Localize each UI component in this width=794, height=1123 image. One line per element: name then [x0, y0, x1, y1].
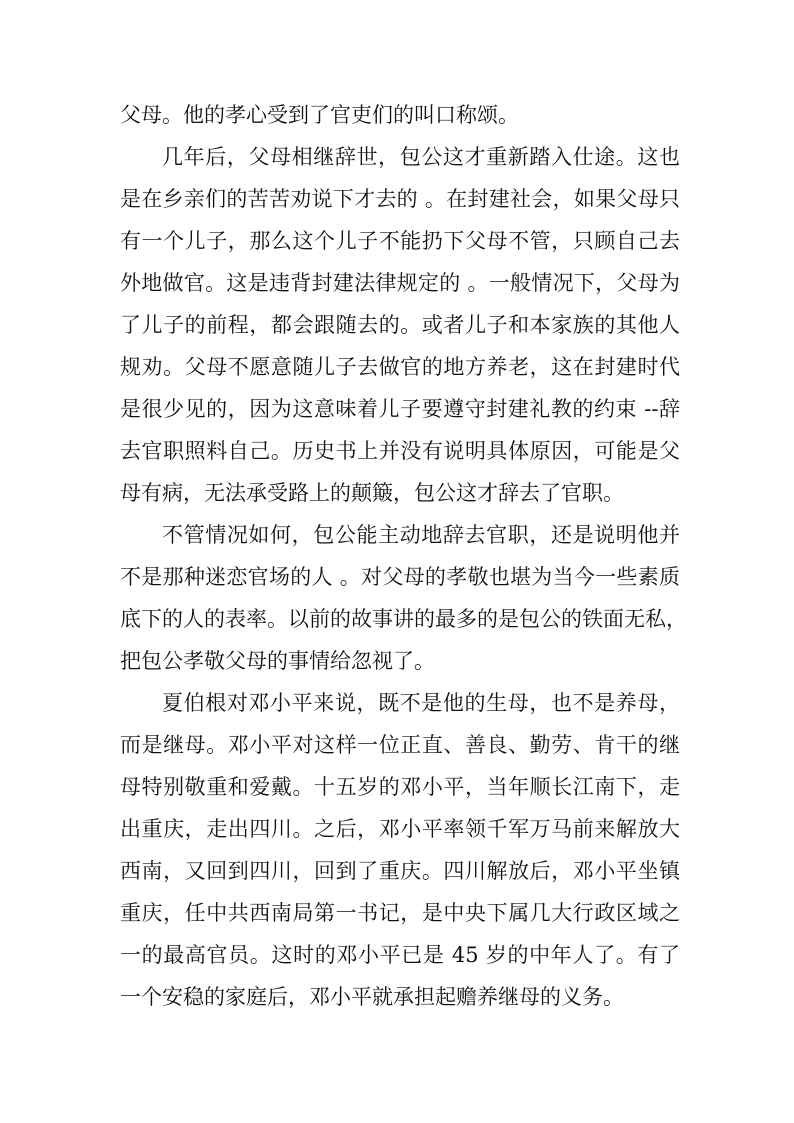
text-line: 母特别敬重和爱戴。十五岁的邓小平，当年顺长江南下，走: [120, 775, 680, 799]
text-line: 而是继母。邓小平对这样一位正直、善良、勤劳、肯干的继: [120, 733, 680, 757]
text-line: 几年后，父母相继辞世，包公这才重新踏入仕途。这也: [162, 145, 680, 169]
text-line: 规劝。父母不愿意随儿子去做官的地方养老，这在封建时代: [120, 355, 680, 379]
text-line: 是很少见的，因为这意味着儿子要遵守封建礼教的约束 --辞: [120, 397, 680, 421]
paragraph: [120, 94, 680, 136]
text-line: 去官职照料自己。历史书上并没有说明具体原因，可能是父: [120, 439, 680, 463]
text-line: 不是那种迷恋官场的人 。对父母的孝敬也堪为当今一些素质: [120, 565, 680, 589]
text-line: 有一个儿子，那么这个儿子不能扔下父母不管，只顾自己去: [120, 229, 680, 253]
text-line: 一的最高官员。这时的邓小平已是 45 岁的中年人了。有了: [120, 943, 680, 967]
text-line: 底下的人的表率。以前的故事讲的最多的是包公的铁面无私，: [120, 607, 687, 631]
text-line: 母有病，无法承受路上的颠簸，包公这才辞去了官职。: [120, 481, 624, 505]
text-line: 把包公孝敬父母的事情给忽视了。: [120, 649, 435, 673]
text-line: 一个安稳的家庭后，邓小平就承担起赡养继母的义务。: [120, 985, 624, 1009]
text-line: 外地做官。这是违背封建法律规定的 。一般情况下，父母为: [120, 271, 680, 295]
body-text: [120, 94, 687, 1018]
text-line: 出重庆，走出四川。之后，邓小平率领千军万马前来解放大: [120, 817, 680, 841]
text-line: 不管情况如何，包公能主动地辞去官职，还是说明他并: [162, 523, 680, 547]
text-line: 了儿子的前程，都会跟随去的。或者儿子和本家族的其他人: [120, 313, 680, 337]
text-line: 西南，又回到四川，回到了重庆。四川解放后，邓小平坐镇: [120, 859, 680, 883]
text-line: 是在乡亲们的苦苦劝说下才去的 。在封建社会，如果父母只: [120, 187, 680, 211]
text-line: 父母。他的孝心受到了官吏们的叫口称颂。: [120, 103, 519, 127]
text-line: 重庆，任中共西南局第一书记，是中央下属几大行政区域之: [120, 901, 680, 925]
text-line: 夏伯根对邓小平来说，既不是他的生母，也不是养母，: [162, 691, 680, 715]
paragraph: [120, 514, 687, 682]
paragraph: [120, 136, 680, 514]
paragraph: [120, 682, 680, 1018]
